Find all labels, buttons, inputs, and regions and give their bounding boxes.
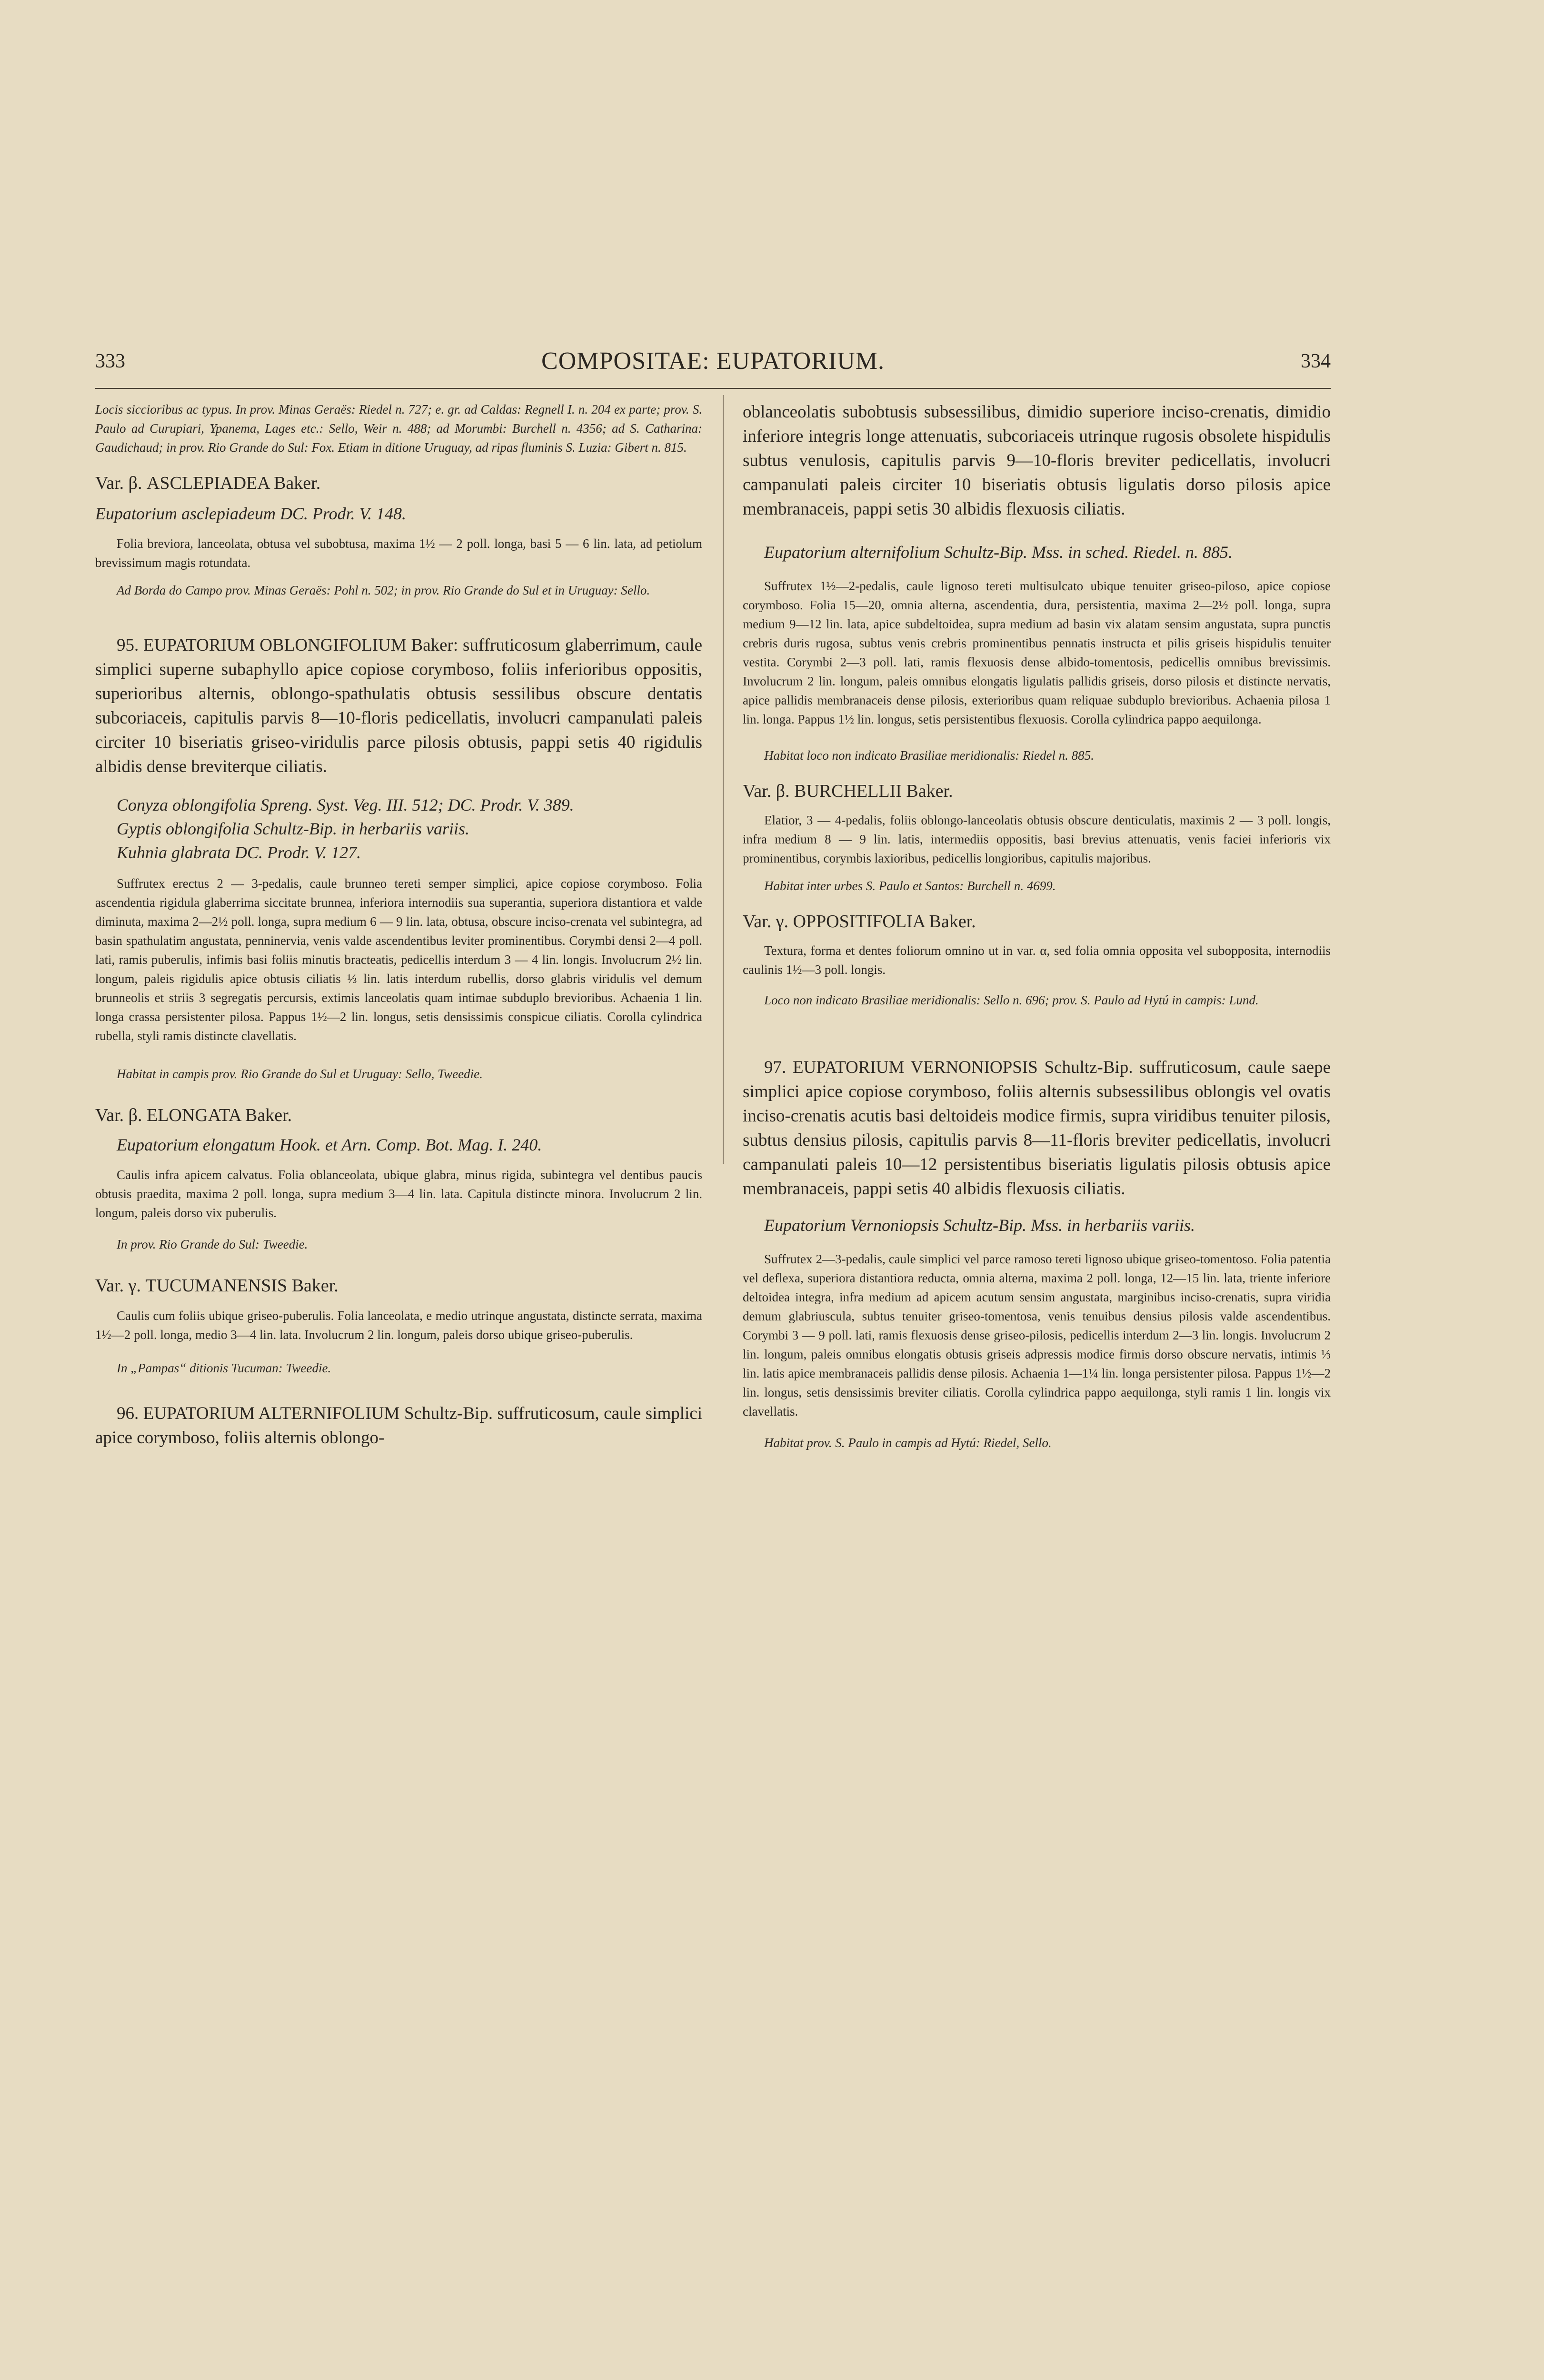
column-divider — [723, 395, 724, 1164]
locality-text: Loco non indicato Brasiliae meridionalis: Sello n. 696; prov. S. Paulo ad Hytú in campis: Lund. — [764, 993, 1259, 1007]
variety-heading: Var. β. ASCLEPIADEA Baker. — [95, 473, 321, 493]
description: Caulis infra apicem calvatus. Folia oblanceolata, ubique glabra, minus rigida, subintegra vel dentibus paucis obtusis praedita, maxima 2 poll. longa, supra medium 3—4 lin. lata. Capitula distincte minora. Involucrum 2 lin. longum, paleis dorso vix puberulis. — [95, 1168, 702, 1220]
synonym: Conyza oblongifolia Spreng. Syst. Veg. III. 512; DC. Prodr. V. 389. — [117, 795, 574, 814]
header-rule — [95, 388, 1331, 389]
synonym: Eupatorium alternifolium Schultz-Bip. Mss. in sched. Riedel. n. 885. — [764, 543, 1233, 562]
right-column — [743, 400, 1331, 1452]
locality-text: Habitat inter urbes S. Paulo et Santos: Burchell n. 4699. — [764, 879, 1056, 893]
synonym: Kuhnia glabrata DC. Prodr. V. 127. — [117, 843, 361, 862]
species-96-diagnosis-start: 96. EUPATORIUM ALTERNIFOLIUM Schultz-Bip. suffruticosum, caule simplici apice corymboso, foliis alternis oblongo- — [95, 1404, 702, 1448]
locality-text: In „Pampas“ ditionis Tucuman: Tweedie. — [117, 1361, 331, 1375]
variety-heading: Var. β. ELONGATA Baker. — [95, 1105, 292, 1125]
synonym: Eupatorium Vernoniopsis Schultz-Bip. Mss. in herbariis variis. — [764, 1216, 1195, 1235]
description: Suffrutex erectus 2 — 3-pedalis, caule brunneo tereti semper simplici, apice copiose corymboso. Folia ascendentia rigidula glaberrima siccitate brunnea, inferiora internodiis sua superantia, superiora distantiora et valde diminuta, maxima 2—2½ poll. longa, supra medium 6 — 9 lin. lata, obtusa, obscure inciso-crenata vel subintegra, ad basin spathulatim angustata, penninervia, venis valde ascendentibus leviter prominentibus. Corymbi densi 2—4 poll. lati, ramis puberulis, infimis basi foliis minutis bracteatis, pedicellis interdum 3 — 4 lin. longis. Involucrum 2½ lin. longum, paleis rigidulis apice obtusis ciliatis ⅓ lin. latis interdum rubellis, dorso glabris viridulis vel demum brunneolis et striis 3 segregatis percursis, extimis lanceolatis quam intimae subduplo brevioribus. Achaenia 1 lin. longa crassa persistenter pilosa. Pappus 1½—2 lin. longus, setis densissimis conspicue ciliatis. Corolla cylindrica rubella, styli ramis distincte clavellatis. — [95, 876, 702, 1043]
description: Elatior, 3 — 4-pedalis, foliis oblongo-lanceolatis obtusis obscure denticulatis, maximis 2 — 3 poll. longis, infra medium 8 — 9 lin. latis, intermediis oppositis, basi brevius attenuatis, venis faciei inferioris vix prominentibus, corymbis laxioribus, pedicellis longioribus, capitulis majoribus. — [743, 813, 1331, 865]
locality-text: Locis siccioribus ac typus. In prov. Minas Geraës: Riedel n. 727; e. gr. ad Caldas: Regnell I. n. 204 ex parte; prov. S. Paulo ad Curupiari, Ypanema, Lages etc.: Sello, Weir n. 488; ad Morumbi: Burchell n. 4356; ad S. Catharina: Gaudichaud; in prov. Rio Grande do Sul: Fox. Etiam in ditione Uruguay, ad ripas fluminis S. Luzia: Gibert n. 815. — [95, 402, 702, 455]
synonym: Eupatorium asclepiadeum DC. Prodr. V. 148. — [95, 504, 406, 523]
running-header — [95, 347, 1331, 383]
left-column — [95, 400, 702, 1450]
description: Textura, forma et dentes foliorum omnino ut in var. α, sed folia omnia opposita vel subopposita, internodiis caulinis 1½—3 poll. longis. — [743, 943, 1331, 977]
locality-text: Ad Borda do Campo prov. Minas Geraës: Pohl n. 502; in prov. Rio Grande do Sul et in Uruguay: Sello. — [117, 583, 650, 597]
description: Suffrutex 2—3-pedalis, caule simplici vel parce ramoso tereti lignoso ubique griseo-tomentoso. Folia patentia vel deflexa, superiora distantiora reducta, omnia alterna, maxima 2 poll. longa, 12—15 lin. lata, triente inferiore deltoidea integra, infra medium ad apicem acutum sensim angustata, marginibus inciso-crenatis, supra viridia demum glabriuscula, subtus tenuiter griseo-tomentosa, venis tenuibus densius pilosis valde ascendentibus. Corymbi 3 — 9 poll. lati, ramis flexuosis dense griseo-pilosis, pedicellis interdum 2—3 lin. longis. Involucrum 2 lin. longum, paleis omnibus elongatis obtusis griseis adpressis modice firmis dorso obscure nervatis, intimis ⅓ lin. latis apice membranaceis pallidis dense pilosis. Achaenia 1—1¼ lin. longa persistenter pilosa. Pappus 1½—2 lin. longus, setis densissimis breviter ciliatis. Corolla cylindrica pappo aequilonga, styli ramis 1 lin. longis vix clavellatis. — [743, 1252, 1331, 1418]
locality-text: Habitat loco non indicato Brasiliae meridionalis: Riedel n. 885. — [764, 748, 1094, 763]
description: Folia breviora, lanceolata, obtusa vel subobtusa, maxima 1½ — 2 poll. longa, basi 5 — 6 lin. lata, ad petiolum brevissimum magis rotundata. — [95, 536, 702, 570]
page-number-right: 334 — [1301, 350, 1331, 372]
synonym: Gyptis oblongifolia Schultz-Bip. in herbariis variis. — [117, 819, 469, 838]
page-title: COMPOSITAE: EUPATORIUM. — [541, 347, 885, 375]
species-97-diagnosis: 97. EUPATORIUM VERNONIOPSIS Schultz-Bip. suffruticosum, caule saepe simplici apice copiose corymboso, foliis alternis subsessilibus oblongis vel ovatis inciso-crenatis acutis basi deltoideis modice firmis, supra viridibus tenuiter pilosis, subtus densius pilosis, capitulis parvis 8—11-floris breviter pedicellatis, involucri campanulati paleis 10—12 persistentibus biseriatis ligulatis pilosis obtusis apice membranaceis, pappi setis 40 albidis flexuosis ciliatis. — [743, 1058, 1331, 1199]
variety-heading: Var. γ. TUCUMANENSIS Baker. — [95, 1276, 339, 1296]
description: Suffrutex 1½—2-pedalis, caule lignoso tereti multisulcato ubique tenuiter griseo-piloso, apice copiose corymboso. Folia 15—20, omnia alterna, ascendentia, dura, persistentia, maxima 2—2½ poll. longa, supra medium 9—12 lin. lata, apice subdeltoidea, supra medium ad basin vix alatam sensim angustata, supra punctis crebris duris rugosa, subtus venis crebris prominentibus pennatis instructa et pilis griseis hispidulis tenuiter vestita. Corymbi 2—3 poll. lati, ramis flexuosis dense albido-tomentosis, pedicellis omnibus brevissimis. Involucrum 2 lin. longum, paleis omnibus elongatis ligulatis pallidis griseis, dorso pilosis et distincte nervatis, apice pallidis membranaceis dense pilosis, exterioribus quam reliquae subduplo brevioribus. Achaenia pilosa 1 lin. longa. Pappus 1½ lin. longus, setis persistentibus flexuosis. Corolla cylindrica pappo aequilonga. — [743, 579, 1331, 726]
locality-text: Habitat prov. S. Paulo in campis ad Hytú: Riedel, Sello. — [764, 1436, 1052, 1450]
synonym: Eupatorium elongatum Hook. et Arn. Comp. Bot. Mag. I. 240. — [117, 1135, 542, 1154]
description: Caulis cum foliis ubique griseo-puberulis. Folia lanceolata, e medio utrinque angustata, distincte serrata, maxima 1½—2 poll. longa, medio 3—4 lin. lata. Involucrum 2 lin. longum, paleis dorso ubique griseo-puberulis. — [95, 1309, 702, 1342]
species-96-diagnosis-continued: oblanceolatis subobtusis subsessilibus, dimidio superiore inciso-crenatis, dimidio inferiore integris longe attenuatis, subcoriaceis utrinque rugosis obsolete hispidulis subtus venulosis, capitulis parvis 9—10-floris breviter pedicellatis, involucri campanulati paleis circiter 10 biseriatis obtusis ligulatis dorso pilosis apice membranaceis, pappi setis 30 albidis flexuosis ciliatis. — [743, 402, 1331, 519]
locality-text: Habitat in campis prov. Rio Grande do Sul et Uruguay: Sello, Tweedie. — [117, 1067, 483, 1081]
species-95-diagnosis: 95. EUPATORIUM OBLONGIFOLIUM Baker: suffruticosum glaberrimum, caule simplici superne subaphyllo apice copiose corymboso, foliis inferioribus oppositis, superioribus alternis, oblongo-spathulatis obtusis sessilibus obscure dentatis subcoriaceis, capitulis parvis 8—10-floris pedicellatis, involucri campanulati paleis circiter 10 biseriatis griseo-viridulis parce pilosis obtusis, pappi setis 40 rigidulis albidis dense breviterque ciliatis. — [95, 635, 702, 776]
page-number-left: 333 — [95, 350, 125, 372]
variety-heading: Var. β. BURCHELLII Baker. — [743, 781, 953, 801]
locality-text: In prov. Rio Grande do Sul: Tweedie. — [117, 1237, 308, 1251]
variety-heading: Var. γ. OPPOSITIFOLIA Baker. — [743, 912, 976, 932]
